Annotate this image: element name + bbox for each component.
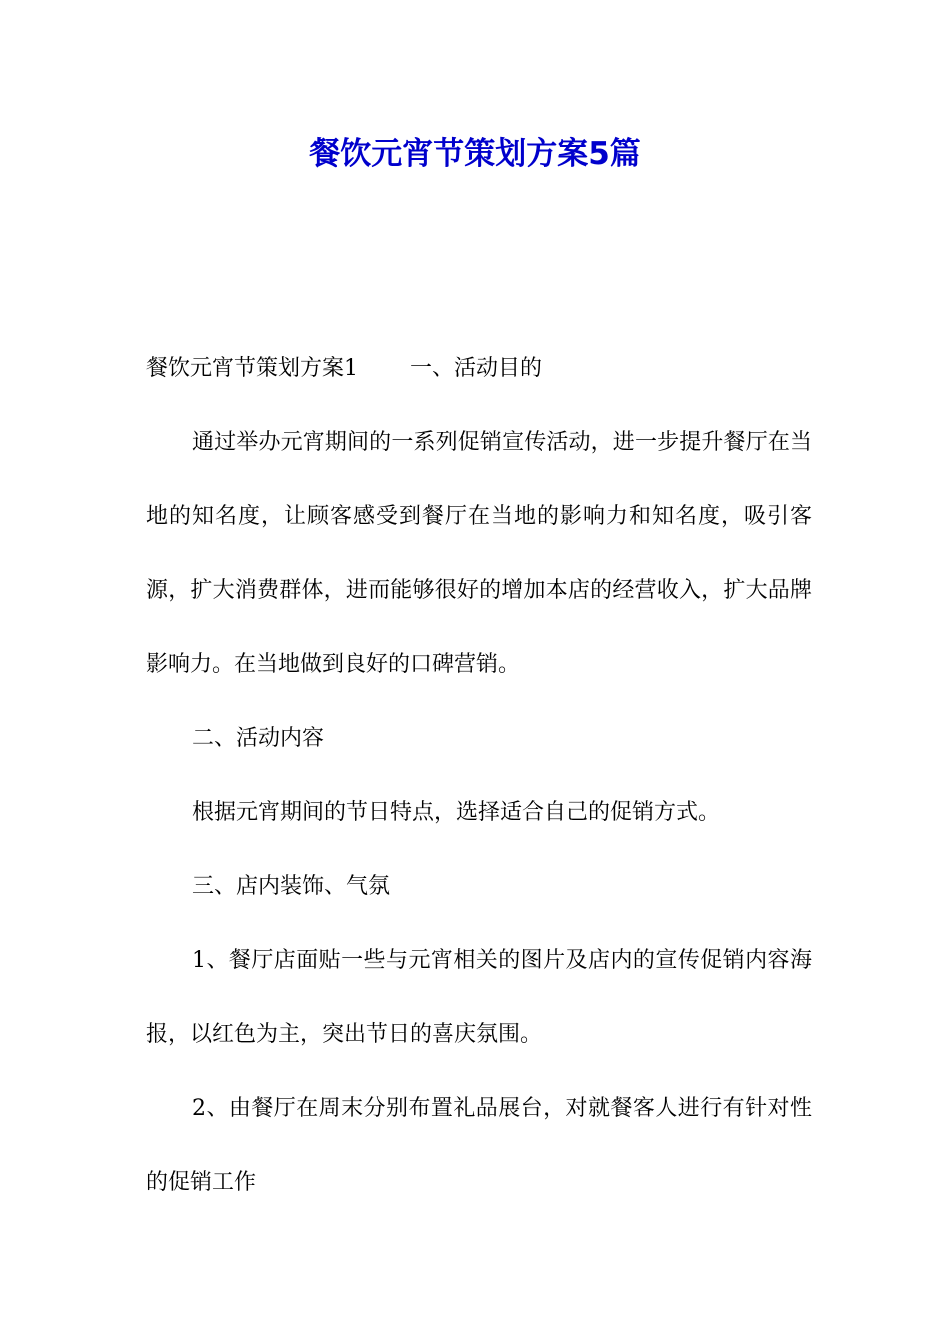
section-heading-line bbox=[146, 332, 812, 406]
paragraph-decoration-heading: 三、店内装饰、气氛 bbox=[192, 874, 391, 899]
paragraph-purpose: 通过举办元宵期间的一系列促销宣传活动，进一步提升餐厅在当地的知名度，让顾客感受到餐厅在当地的影响力和知名度，吸引客源，扩大消费群体，进而能够很好的增加本店的经营收入，扩大品牌影响力。在当地做到良好的口碑营销。 bbox=[146, 430, 812, 677]
paragraph-content: 根据元宵期间的节日特点，选择适合自己的促销方式。 bbox=[192, 800, 721, 825]
section-first-item: 一、活动目的 bbox=[410, 356, 543, 381]
section-heading: 餐饮元宵节策划方案1 bbox=[146, 356, 358, 381]
paragraph-decoration-item-2: 2、由餐厅在周末分别布置礼品展台，对就餐客人进行有针对性的促销工作 bbox=[146, 1096, 812, 1195]
document-body bbox=[146, 332, 812, 1220]
paragraph-content-heading: 二、活动内容 bbox=[192, 726, 325, 751]
document-title: 餐饮元宵节策划方案5篇 bbox=[309, 136, 641, 172]
paragraph-decoration-item-1: 1、餐厅店面贴一些与元宵相关的图片及店内的宣传促销内容海报，以红色为主，突出节日的喜庆氛围。 bbox=[146, 948, 812, 1047]
